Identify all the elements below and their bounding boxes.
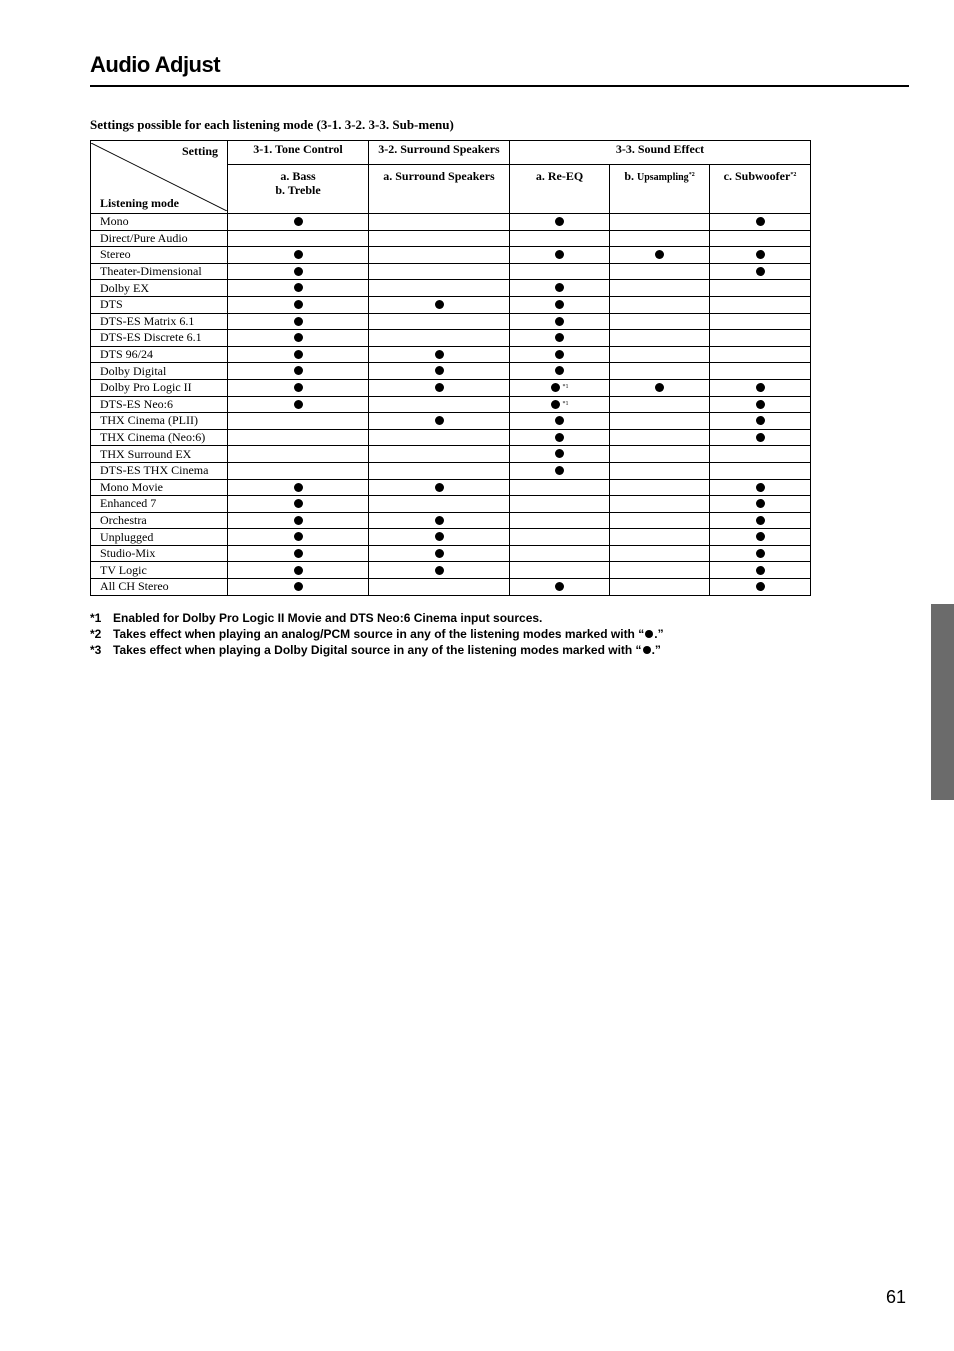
cell-surround bbox=[369, 479, 510, 496]
cell-upsampling bbox=[610, 579, 710, 596]
dot-icon bbox=[655, 250, 664, 259]
cell-upsampling bbox=[610, 545, 710, 562]
dot-icon bbox=[294, 217, 303, 226]
dot-icon bbox=[294, 549, 303, 558]
table-row bbox=[91, 496, 811, 513]
cell-upsampling bbox=[610, 479, 710, 496]
cell-reeq bbox=[510, 446, 610, 463]
cell-tone bbox=[228, 263, 369, 280]
cell-subwoofer bbox=[710, 346, 811, 363]
dot-icon bbox=[555, 333, 564, 342]
cell-tone bbox=[228, 230, 369, 247]
dot-icon bbox=[551, 383, 560, 392]
cell-upsampling bbox=[610, 396, 710, 413]
dot-icon bbox=[294, 317, 303, 326]
listening-mode-name: Stereo bbox=[91, 247, 228, 264]
listening-mode-name: DTS 96/24 bbox=[91, 346, 228, 363]
footnote-1 bbox=[90, 610, 664, 626]
cell-upsampling bbox=[610, 429, 710, 446]
cell-tone bbox=[228, 545, 369, 562]
dot-icon bbox=[756, 566, 765, 575]
cell-reeq bbox=[510, 496, 610, 513]
dot-icon bbox=[756, 400, 765, 409]
header-sound-effect: 3-3. Sound Effect bbox=[510, 141, 811, 165]
dot-icon bbox=[435, 366, 444, 375]
dot-icon bbox=[756, 267, 765, 276]
cell-reeq bbox=[510, 330, 610, 347]
dot-icon bbox=[555, 283, 564, 292]
subheader-subwoofer bbox=[710, 165, 811, 214]
cell-surround bbox=[369, 579, 510, 596]
cell-surround bbox=[369, 529, 510, 546]
listening-mode-name: Dolby Digital bbox=[91, 363, 228, 380]
cell-subwoofer bbox=[710, 230, 811, 247]
dot-icon bbox=[555, 466, 564, 475]
cell-subwoofer bbox=[710, 446, 811, 463]
dot-icon bbox=[294, 400, 303, 409]
dot-icon bbox=[756, 549, 765, 558]
cell-reeq bbox=[510, 529, 610, 546]
listening-mode-name: Unplugged bbox=[91, 529, 228, 546]
cell-reeq bbox=[510, 214, 610, 231]
cell-tone bbox=[228, 462, 369, 479]
dot-icon bbox=[294, 499, 303, 508]
cell-subwoofer bbox=[710, 545, 811, 562]
listening-mode-name: Studio-Mix bbox=[91, 545, 228, 562]
footnote-ref: *1 bbox=[562, 384, 569, 391]
dot-icon bbox=[756, 516, 765, 525]
dot-icon bbox=[294, 267, 303, 276]
listening-mode-name: THX Cinema (PLII) bbox=[91, 413, 228, 430]
dot-icon bbox=[435, 350, 444, 359]
cell-subwoofer bbox=[710, 247, 811, 264]
dot-icon bbox=[435, 549, 444, 558]
dot-icon bbox=[294, 483, 303, 492]
cell-reeq bbox=[510, 363, 610, 380]
dot-icon bbox=[294, 333, 303, 342]
listening-mode-name: DTS-ES THX Cinema bbox=[91, 462, 228, 479]
cell-surround bbox=[369, 379, 510, 396]
footnote-text: Takes effect when playing a Dolby Digital source in any of the listening modes marked with “ bbox=[113, 643, 642, 657]
table-row bbox=[91, 429, 811, 446]
cell-reeq bbox=[510, 230, 610, 247]
cell-subwoofer bbox=[710, 313, 811, 330]
cell-tone bbox=[228, 429, 369, 446]
cell-surround bbox=[369, 462, 510, 479]
footnotes bbox=[90, 610, 664, 658]
dot-icon bbox=[435, 566, 444, 575]
footnote-text: Enabled for Dolby Pro Logic II Movie and DTS Neo:6 Cinema input sources. bbox=[113, 611, 543, 625]
table-row bbox=[91, 313, 811, 330]
cell-tone bbox=[228, 529, 369, 546]
cell-reeq bbox=[510, 462, 610, 479]
cell-reeq bbox=[510, 313, 610, 330]
cell-tone bbox=[228, 379, 369, 396]
cell-upsampling bbox=[610, 280, 710, 297]
dot-icon bbox=[555, 416, 564, 425]
cell-subwoofer bbox=[710, 330, 811, 347]
cell-surround bbox=[369, 230, 510, 247]
cell-reeq bbox=[510, 545, 610, 562]
cell-subwoofer bbox=[710, 263, 811, 280]
cell-surround bbox=[369, 280, 510, 297]
cell-subwoofer bbox=[710, 479, 811, 496]
cell-reeq bbox=[510, 396, 610, 413]
subwoofer-label: c. Subwoofer bbox=[723, 169, 791, 183]
subheader-treble: b. Treble bbox=[275, 183, 321, 197]
table-row bbox=[91, 379, 811, 396]
cell-tone bbox=[228, 363, 369, 380]
table-row bbox=[91, 296, 811, 313]
bullet-dot-icon bbox=[645, 630, 653, 638]
page-number: 61 bbox=[886, 1287, 907, 1307]
table-row bbox=[91, 214, 811, 231]
dot-icon bbox=[555, 250, 564, 259]
cell-subwoofer bbox=[710, 462, 811, 479]
dot-icon bbox=[555, 449, 564, 458]
cell-tone bbox=[228, 496, 369, 513]
cell-subwoofer bbox=[710, 363, 811, 380]
cell-subwoofer bbox=[710, 429, 811, 446]
cell-reeq bbox=[510, 346, 610, 363]
listening-mode-name: DTS-ES Matrix 6.1 bbox=[91, 313, 228, 330]
cell-reeq bbox=[510, 562, 610, 579]
cell-tone bbox=[228, 296, 369, 313]
cell-subwoofer bbox=[710, 296, 811, 313]
dot-icon bbox=[294, 516, 303, 525]
cell-reeq bbox=[510, 280, 610, 297]
dot-icon bbox=[756, 416, 765, 425]
dot-icon bbox=[435, 483, 444, 492]
table-row bbox=[91, 413, 811, 430]
cell-subwoofer bbox=[710, 529, 811, 546]
listening-mode-name: Theater-Dimensional bbox=[91, 263, 228, 280]
subheader-upsampling bbox=[610, 165, 710, 214]
footnote-mark: *1 bbox=[90, 611, 102, 625]
table-body bbox=[91, 214, 811, 596]
listening-mode-name: Orchestra bbox=[91, 512, 228, 529]
table-row bbox=[91, 545, 811, 562]
subheader-reeq: a. Re-EQ bbox=[510, 165, 610, 214]
cell-surround bbox=[369, 413, 510, 430]
cell-subwoofer bbox=[710, 413, 811, 430]
cell-subwoofer bbox=[710, 496, 811, 513]
cell-upsampling bbox=[610, 313, 710, 330]
listening-mode-name: Mono Movie bbox=[91, 479, 228, 496]
cell-reeq bbox=[510, 263, 610, 280]
table-row bbox=[91, 280, 811, 297]
cell-upsampling bbox=[610, 462, 710, 479]
upsampling-prefix: b. bbox=[624, 169, 637, 183]
dot-icon bbox=[294, 350, 303, 359]
table-row bbox=[91, 446, 811, 463]
cell-surround bbox=[369, 263, 510, 280]
listening-mode-name: TV Logic bbox=[91, 562, 228, 579]
cell-tone bbox=[228, 479, 369, 496]
table-row bbox=[91, 363, 811, 380]
cell-surround bbox=[369, 496, 510, 513]
page-title: Audio Adjust bbox=[90, 52, 221, 77]
dot-icon bbox=[756, 433, 765, 442]
subheader-bass-treble bbox=[228, 165, 369, 214]
cell-upsampling bbox=[610, 562, 710, 579]
dot-icon bbox=[435, 300, 444, 309]
dot-icon bbox=[294, 582, 303, 591]
cell-surround bbox=[369, 545, 510, 562]
cell-tone bbox=[228, 396, 369, 413]
footnote-end: .” bbox=[651, 643, 661, 657]
corner-setting-label: Setting bbox=[182, 144, 218, 158]
footnote-end: .” bbox=[654, 627, 664, 641]
cell-tone bbox=[228, 346, 369, 363]
cell-upsampling bbox=[610, 296, 710, 313]
cell-subwoofer bbox=[710, 280, 811, 297]
dot-icon bbox=[555, 317, 564, 326]
cell-upsampling bbox=[610, 346, 710, 363]
listening-mode-name: THX Cinema (Neo:6) bbox=[91, 429, 228, 446]
cell-subwoofer bbox=[710, 214, 811, 231]
cell-surround bbox=[369, 429, 510, 446]
cell-upsampling bbox=[610, 413, 710, 430]
dot-icon bbox=[435, 383, 444, 392]
cell-reeq bbox=[510, 296, 610, 313]
table-row bbox=[91, 479, 811, 496]
table-row bbox=[91, 263, 811, 280]
dot-icon bbox=[756, 217, 765, 226]
cell-surround bbox=[369, 396, 510, 413]
cell-upsampling bbox=[610, 512, 710, 529]
cell-surround bbox=[369, 512, 510, 529]
dot-icon bbox=[551, 400, 560, 409]
dot-icon bbox=[294, 283, 303, 292]
footnote-text: Takes effect when playing an analog/PCM source in any of the listening modes marked with “ bbox=[113, 627, 645, 641]
cell-upsampling bbox=[610, 330, 710, 347]
cell-upsampling bbox=[610, 263, 710, 280]
cell-tone bbox=[228, 280, 369, 297]
cell-tone bbox=[228, 579, 369, 596]
listening-mode-name: Enhanced 7 bbox=[91, 496, 228, 513]
subwoofer-footnote-mark: *2 bbox=[790, 172, 797, 178]
cell-reeq bbox=[510, 429, 610, 446]
dot-icon bbox=[756, 250, 765, 259]
dot-icon bbox=[555, 350, 564, 359]
table-row bbox=[91, 579, 811, 596]
cell-tone bbox=[228, 330, 369, 347]
listening-mode-table bbox=[90, 140, 811, 596]
cell-reeq bbox=[510, 579, 610, 596]
table-row bbox=[91, 512, 811, 529]
listening-mode-name: THX Surround EX bbox=[91, 446, 228, 463]
listening-mode-name: Mono bbox=[91, 214, 228, 231]
table-row bbox=[91, 462, 811, 479]
dot-icon bbox=[756, 532, 765, 541]
cell-upsampling bbox=[610, 230, 710, 247]
dot-icon bbox=[294, 532, 303, 541]
cell-tone bbox=[228, 562, 369, 579]
dot-icon bbox=[555, 433, 564, 442]
dot-icon bbox=[756, 499, 765, 508]
dot-icon bbox=[756, 483, 765, 492]
header-tone-control: 3-1. Tone Control bbox=[228, 141, 369, 165]
listening-mode-name: DTS bbox=[91, 296, 228, 313]
listening-mode-name: DTS-ES Discrete 6.1 bbox=[91, 330, 228, 347]
footnote-mark: *3 bbox=[90, 643, 102, 657]
footnote-ref: *1 bbox=[562, 400, 569, 407]
dot-icon bbox=[555, 582, 564, 591]
cell-surround bbox=[369, 296, 510, 313]
footnote-3 bbox=[90, 642, 664, 658]
section-tab bbox=[931, 604, 954, 800]
cell-subwoofer bbox=[710, 379, 811, 396]
cell-reeq bbox=[510, 247, 610, 264]
cell-upsampling bbox=[610, 496, 710, 513]
cell-reeq bbox=[510, 479, 610, 496]
dot-icon bbox=[294, 566, 303, 575]
header-surround-speakers: 3-2. Surround Speakers bbox=[369, 141, 510, 165]
cell-upsampling bbox=[610, 529, 710, 546]
cell-upsampling bbox=[610, 363, 710, 380]
cell-tone bbox=[228, 247, 369, 264]
cell-surround bbox=[369, 313, 510, 330]
dot-icon bbox=[435, 416, 444, 425]
dot-icon bbox=[756, 582, 765, 591]
listening-mode-name: All CH Stereo bbox=[91, 579, 228, 596]
corner-mode-label: Listening mode bbox=[100, 196, 180, 210]
cell-upsampling bbox=[610, 379, 710, 396]
dot-icon bbox=[555, 366, 564, 375]
cell-surround bbox=[369, 346, 510, 363]
footnote-mark: *2 bbox=[90, 627, 102, 641]
corner-header bbox=[91, 141, 228, 214]
dot-icon bbox=[756, 383, 765, 392]
dot-icon bbox=[655, 383, 664, 392]
dot-icon bbox=[435, 516, 444, 525]
table-row bbox=[91, 529, 811, 546]
listening-mode-name: Direct/Pure Audio bbox=[91, 230, 228, 247]
dot-icon bbox=[294, 383, 303, 392]
cell-reeq bbox=[510, 512, 610, 529]
dot-icon bbox=[294, 250, 303, 259]
cell-surround bbox=[369, 446, 510, 463]
cell-tone bbox=[228, 313, 369, 330]
dot-icon bbox=[555, 217, 564, 226]
dot-icon bbox=[555, 300, 564, 309]
cell-reeq bbox=[510, 413, 610, 430]
cell-subwoofer bbox=[710, 562, 811, 579]
cell-tone bbox=[228, 512, 369, 529]
table-row bbox=[91, 230, 811, 247]
cell-surround bbox=[369, 247, 510, 264]
dot-icon bbox=[294, 300, 303, 309]
listening-mode-name: Dolby Pro Logic II bbox=[91, 379, 228, 396]
dot-icon bbox=[294, 366, 303, 375]
table-row bbox=[91, 330, 811, 347]
cell-tone bbox=[228, 413, 369, 430]
table-row bbox=[91, 562, 811, 579]
cell-surround bbox=[369, 330, 510, 347]
cell-reeq bbox=[510, 379, 610, 396]
cell-surround bbox=[369, 363, 510, 380]
listening-mode-name: Dolby EX bbox=[91, 280, 228, 297]
subheader-surround-speakers: a. Surround Speakers bbox=[369, 165, 510, 214]
table-row bbox=[91, 346, 811, 363]
bullet-dot-icon bbox=[643, 646, 651, 654]
table-caption: Settings possible for each listening mode (3-1. 3-2. 3-3. Sub-menu) bbox=[90, 117, 454, 132]
title-rule bbox=[90, 85, 909, 87]
subheader-bass: a. Bass bbox=[280, 169, 316, 183]
cell-tone bbox=[228, 214, 369, 231]
footnote-2 bbox=[90, 626, 664, 642]
listening-mode-name: DTS-ES Neo:6 bbox=[91, 396, 228, 413]
cell-surround bbox=[369, 562, 510, 579]
cell-surround bbox=[369, 214, 510, 231]
cell-subwoofer bbox=[710, 579, 811, 596]
cell-tone bbox=[228, 446, 369, 463]
table-row bbox=[91, 247, 811, 264]
upsampling-footnote-mark: *2 bbox=[688, 172, 695, 178]
dot-icon bbox=[435, 532, 444, 541]
table-row bbox=[91, 396, 811, 413]
cell-upsampling bbox=[610, 247, 710, 264]
cell-upsampling bbox=[610, 214, 710, 231]
cell-subwoofer bbox=[710, 396, 811, 413]
cell-upsampling bbox=[610, 446, 710, 463]
cell-subwoofer bbox=[710, 512, 811, 529]
upsampling-label: Upsampling bbox=[637, 172, 689, 183]
